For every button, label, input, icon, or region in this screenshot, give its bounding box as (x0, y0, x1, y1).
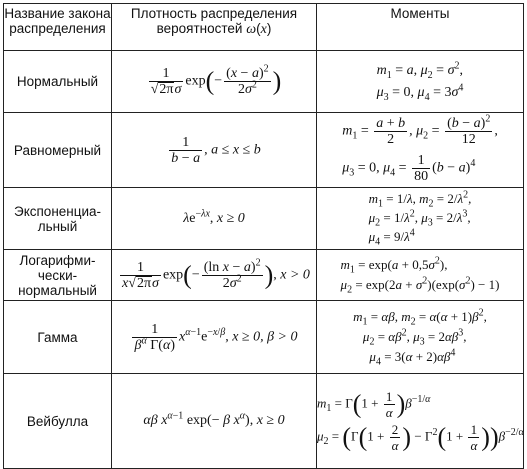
row-condition: x ≥ 0 (256, 413, 285, 428)
header-density: Плотность распределения вероятностей ω(x) (112, 4, 317, 51)
table-row (4, 51, 524, 113)
header-moments: Моменты (317, 4, 524, 51)
table-row (4, 301, 524, 374)
density-formula: αβ $x^{\alpha-1}$ exp(− β $x^\alpha$), x ≥ 0 (112, 374, 317, 469)
density-formula: $\frac{1}{√2\pi\sigma}$ exp(− $\frac{(x - a)^2}{2\sigma^2}$ ) (112, 51, 317, 113)
moments-formula: $m_1 = \Gamma(1$ + $\frac{1}{\alpha}$ )$\beta^{-1/\alpha}$ $\mu_2 = (\Gamma(1$ + $\frac{2}{\alpha}$ ) − $\Gamma^2(1$ + $\frac{1}{\alpha}$ ))$\beta^{-2/\alpha}$ (317, 374, 524, 469)
row-name: Гамма (4, 301, 112, 374)
row-name: Логарифми- чески- нормальный (4, 250, 112, 301)
table-row (4, 113, 524, 188)
header-row (4, 4, 524, 51)
density-formula: $\lambda e^{-\lambda x}$, x ≥ 0 (112, 188, 317, 250)
moments-formula: $m_1 = 1/\lambda$, $m_2 = 2/\lambda^2$, $\mu_2 = 1/\lambda^2$, $\mu_3 = 2/\lambda^3$, $\mu_4 = 9/\lambda^4$ (317, 188, 524, 250)
density-formula: $\frac{1}{\beta^\alpha \Gamma(\alpha)}$ $x^{\alpha-1}e^{-x/\beta}$, x ≥ 0, β > 0 (112, 301, 317, 374)
table-row (4, 374, 524, 469)
row-name: Нормальный (4, 51, 112, 113)
row-condition: a ≤ x ≤ b (211, 142, 261, 158)
moments-formula: $m_1 = \exp(a + 0,5\sigma^2)$, $\mu_2 = \exp(2a + \sigma^2)(\exp(\sigma^2) - 1)$ (317, 250, 524, 301)
row-name: Экспоненциа- льный (4, 188, 112, 250)
distributions-table (3, 3, 524, 469)
table-row (4, 250, 524, 301)
row-condition: x ≥ 0, β > 0 (232, 329, 298, 345)
header-name: Название закона распределения (4, 4, 112, 51)
table-row (4, 188, 524, 250)
moments-formula: $m_1 = \alpha\beta$, $m_2 = \alpha(\alpha + 1)\beta^2$, $\mu_2 = \alpha\beta^2$, $\mu_3 = 2\alpha\beta^3$, $\mu_4 = 3(\alpha + 2)\alpha\beta^4$ (317, 301, 524, 374)
moments-formula: $m_1 = a$, $\mu_2 = \sigma^2$, $\mu_3 = 0$, $\mu_4 = 3\sigma^4$ (317, 51, 524, 113)
row-condition: x ≥ 0 (216, 210, 245, 226)
row-name: Равномерный (4, 113, 112, 188)
density-formula: $\frac{1}{b - a}$ , a ≤ x ≤ b (112, 113, 317, 188)
moments-formula: $m_1$ = $\frac{a + b}{2}$ , $\mu_2$ = $\frac{(b - a)^2}{12}$ , $\mu_3 = 0$, $\mu_4$ = $\frac{1}{80}$ $(b - a)^4$ (317, 113, 524, 188)
density-formula: $\frac{1}{x√2\pi\sigma}$ exp(− $\frac{(\ln x - a)^2}{2\sigma^2}$ ), x > 0 (112, 250, 317, 301)
row-name: Вейбулла (4, 374, 112, 469)
row-condition: x > 0 (280, 267, 310, 283)
